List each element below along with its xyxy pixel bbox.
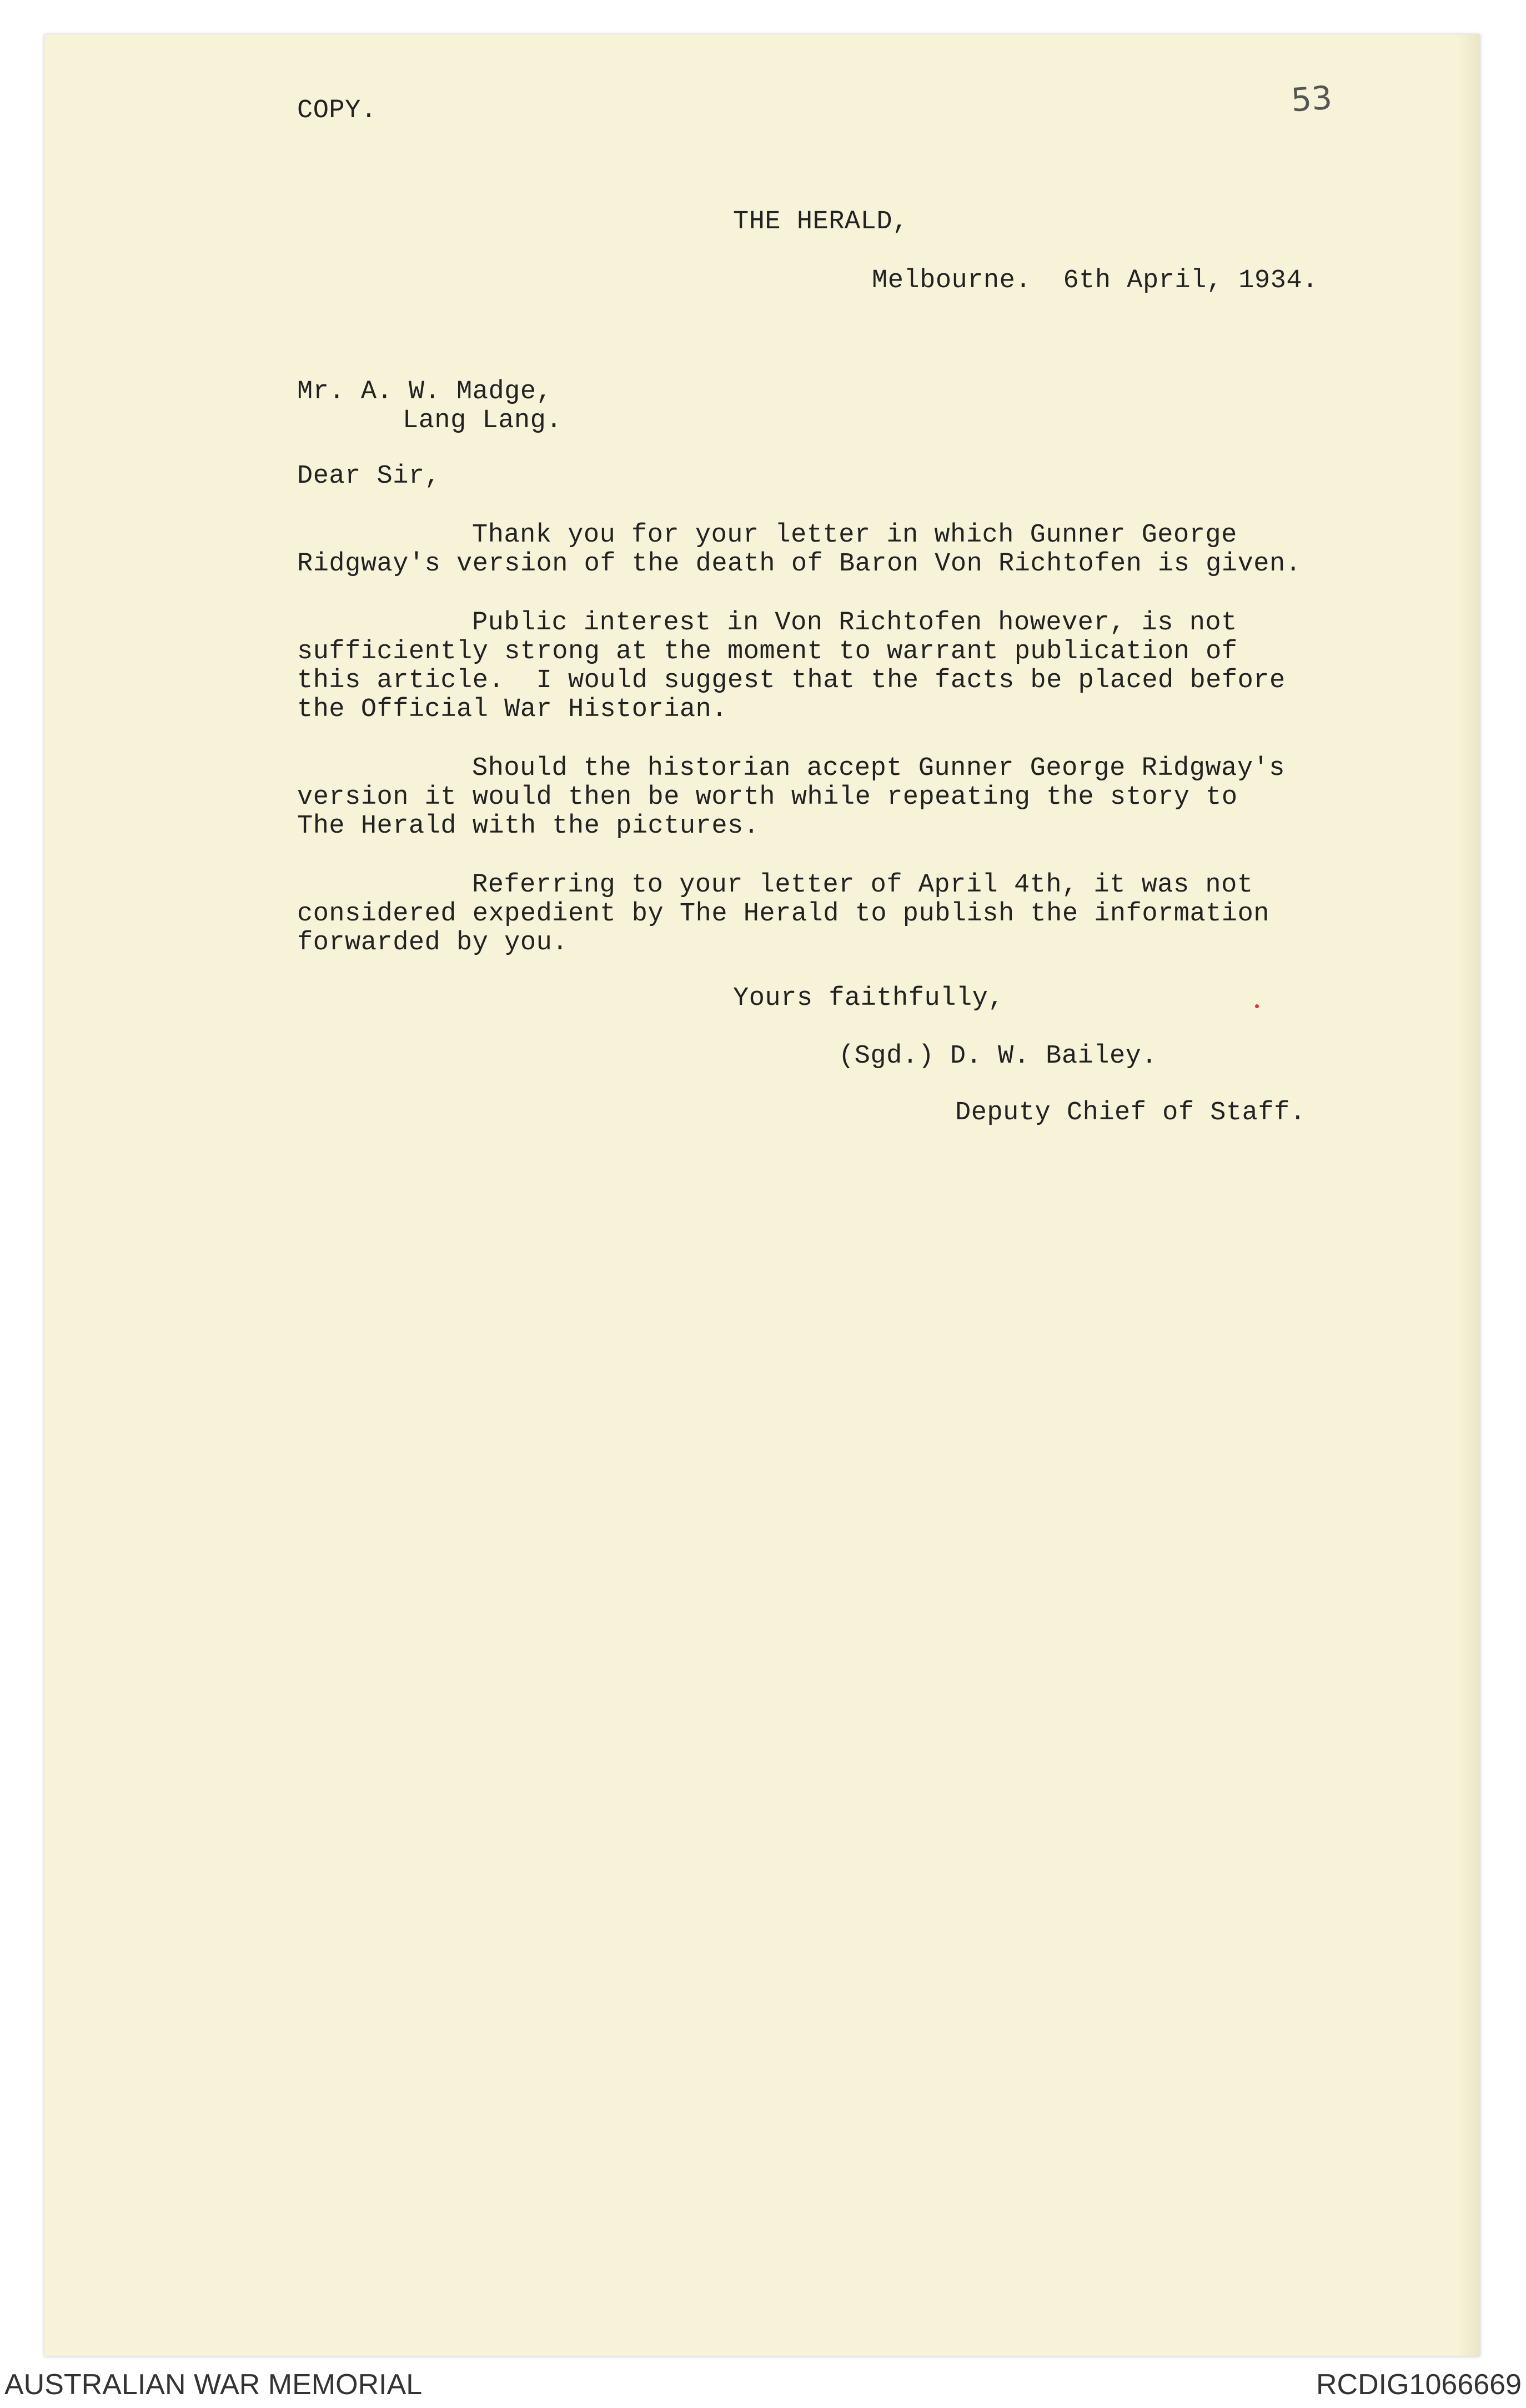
paragraph-4-line: forwarded by you. <box>297 928 568 958</box>
signer-title: Deputy Chief of Staff. <box>955 1098 1306 1128</box>
ink-speck <box>1255 1004 1259 1008</box>
closing: Yours faithfully, <box>733 984 1004 1013</box>
paragraph-3-line: The Herald with the pictures. <box>297 812 760 841</box>
paragraph-2-line: this article. I would suggest that the facts be placed before <box>297 666 1286 695</box>
paragraph-2-line: the Official War Historian. <box>297 695 728 724</box>
paragraph-4-line: considered expedient by The Herald to publish the information <box>297 899 1269 929</box>
paragraph-4-line: Referring to your letter of April 4th, it was not <box>472 870 1253 900</box>
copy-mark: COPY. <box>297 96 377 126</box>
archive-credit: AUSTRALIAN WAR MEMORIAL <box>4 2369 423 2401</box>
paragraph-2-line: sufficiently strong at the moment to warrant publication of <box>297 637 1238 667</box>
salutation: Dear Sir, <box>297 462 441 491</box>
folio-number: 53 <box>1289 78 1334 119</box>
recipient-address: Lang Lang. <box>403 406 563 435</box>
letterhead: THE HERALD, <box>733 207 908 237</box>
paragraph-2-line: Public interest in Von Richtofen however, is not <box>472 608 1237 638</box>
recipient-name: Mr. A. W. Madge, <box>297 377 553 407</box>
signature: (Sgd.) D. W. Bailey. <box>839 1042 1158 1071</box>
paragraph-3-line: version it would then be worth while repeating the story to <box>297 783 1238 812</box>
paragraph-1-line: Ridgway's version of the death of Baron Von Richtofen is given. <box>297 549 1302 579</box>
letter-sheet <box>44 34 1480 2356</box>
archive-id: RCDIG1066669 <box>1316 2369 1522 2401</box>
place-date: Melbourne. 6th April, 1934. <box>872 266 1318 296</box>
paragraph-1-line: Thank you for your letter in which Gunner George <box>472 520 1237 550</box>
paragraph-3-line: Should the historian accept Gunner George Ridgway's <box>472 754 1285 783</box>
